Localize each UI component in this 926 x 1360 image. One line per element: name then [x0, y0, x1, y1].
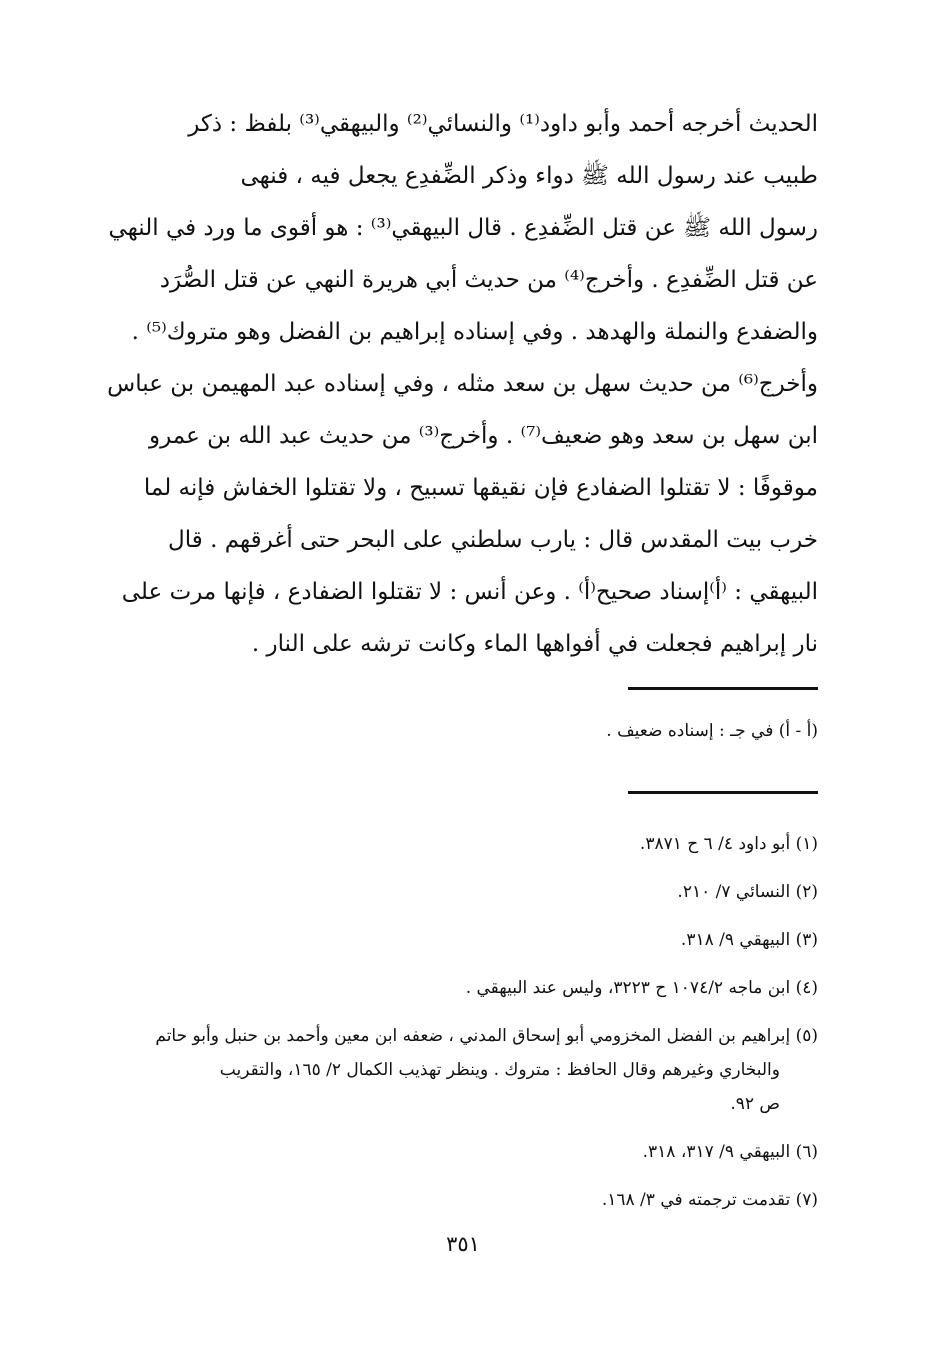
text-line: موقوفًا : لا تقتلوا الضفادع فإن نقيقها تسبيح ، ولا تقتلوا الخفاش فإنه لما — [143, 475, 818, 501]
footnote — [158, 1183, 818, 1217]
footnote — [158, 923, 818, 957]
text-line: الحديث أخرجه أحمد وأبو داود⁽¹⁾ والنسائي⁽²⁾ والبيهقي⁽³⁾ بلفظ : ذكر — [188, 111, 818, 137]
footnote — [155, 1019, 818, 1121]
text-line: نار إبراهيم فجعلت في أفواهها الماء وكانت ترشه على النار . — [251, 631, 818, 657]
footnote-text: (٧) تقدمت ترجمته في ٣/ ١٦٨. — [601, 1190, 818, 1210]
main-text-block — [107, 98, 818, 670]
footnote — [158, 1135, 818, 1169]
footnote-text: (٢) النسائي ٧/ ٢١٠. — [677, 882, 818, 902]
footnote — [158, 827, 818, 861]
page-number: ٣٥١ — [446, 1232, 480, 1256]
text-line: رسول الله ﷺ عن قتل الضِّفدِع . قال البيهقي⁽³⁾ : هو أقوى ما ورد في النهي — [108, 215, 818, 241]
footnote-text: والبخاري وغيرهم وقال الحافظ : متروك . وينظر تهذيب الكمال ٢/ ١٦٥، والتقريب — [219, 1060, 780, 1080]
text-line: خرب بيت المقدس قال : يارب سلطني على البحر حتى أغرقهم . قال — [168, 527, 818, 553]
text-line: طبيب عند رسول الله ﷺ دواء وذكر الضِّفدِع يجعل فيه ، فنهى — [240, 163, 818, 189]
variant-note: (أ - أ) في جـ : إسناده ضعيف . — [606, 721, 818, 741]
text-line: البيهقي : ⁽أ⁾إسناد صحيح⁽أ⁾ . وعن أنس : لا تقتلوا الضفادع ، فإنها مرت على — [121, 579, 818, 605]
footnote — [158, 875, 818, 909]
text-line: وأخرج⁽⁶⁾ من حديث سهل بن سعد مثله ، وفي إسناده عبد المهيمن بن عباس — [107, 371, 818, 397]
text-line: عن قتل الضِّفدِع . وأخرج⁽⁴⁾ من حديث أبي هريرة النهي عن قتل الصُّرَد — [159, 267, 818, 293]
footnote-text: (١) أبو داود ٤/ ٦ ح ٣٨٧١. — [639, 834, 818, 854]
footnote — [158, 971, 818, 1005]
footnote-text: (٦) البيهقي ٩/ ٣١٧، ٣١٨. — [642, 1142, 818, 1162]
footnote-text: (٣) البيهقي ٩/ ٣١٨. — [680, 930, 818, 950]
footnote-text: (٥) إبراهيم بن الفضل المخزومي أبو إسحاق المدني ، ضعفه ابن معين وأحمد بن حنبل وأبو حاتم — [155, 1026, 818, 1046]
footnote-text: ص ٩٢. — [730, 1094, 780, 1114]
footnotes-list — [155, 827, 818, 1231]
text-line: والضفدع والنملة والهدهد . وفي إسناده إبراهيم بن الفضل وهو متروك⁽⁵⁾ . — [131, 319, 818, 345]
footnote-divider — [628, 791, 818, 794]
footnote-divider — [628, 687, 818, 690]
footnote-text: (٤) ابن ماجه ١٠٧٤/٢ ح ٣٢٢٣، وليس عند البيهقي . — [465, 978, 818, 998]
text-line: ابن سهل بن سعد وهو ضعيف⁽⁷⁾ . وأخرج⁽³⁾ من حديث عبد الله بن عمرو — [148, 423, 818, 449]
